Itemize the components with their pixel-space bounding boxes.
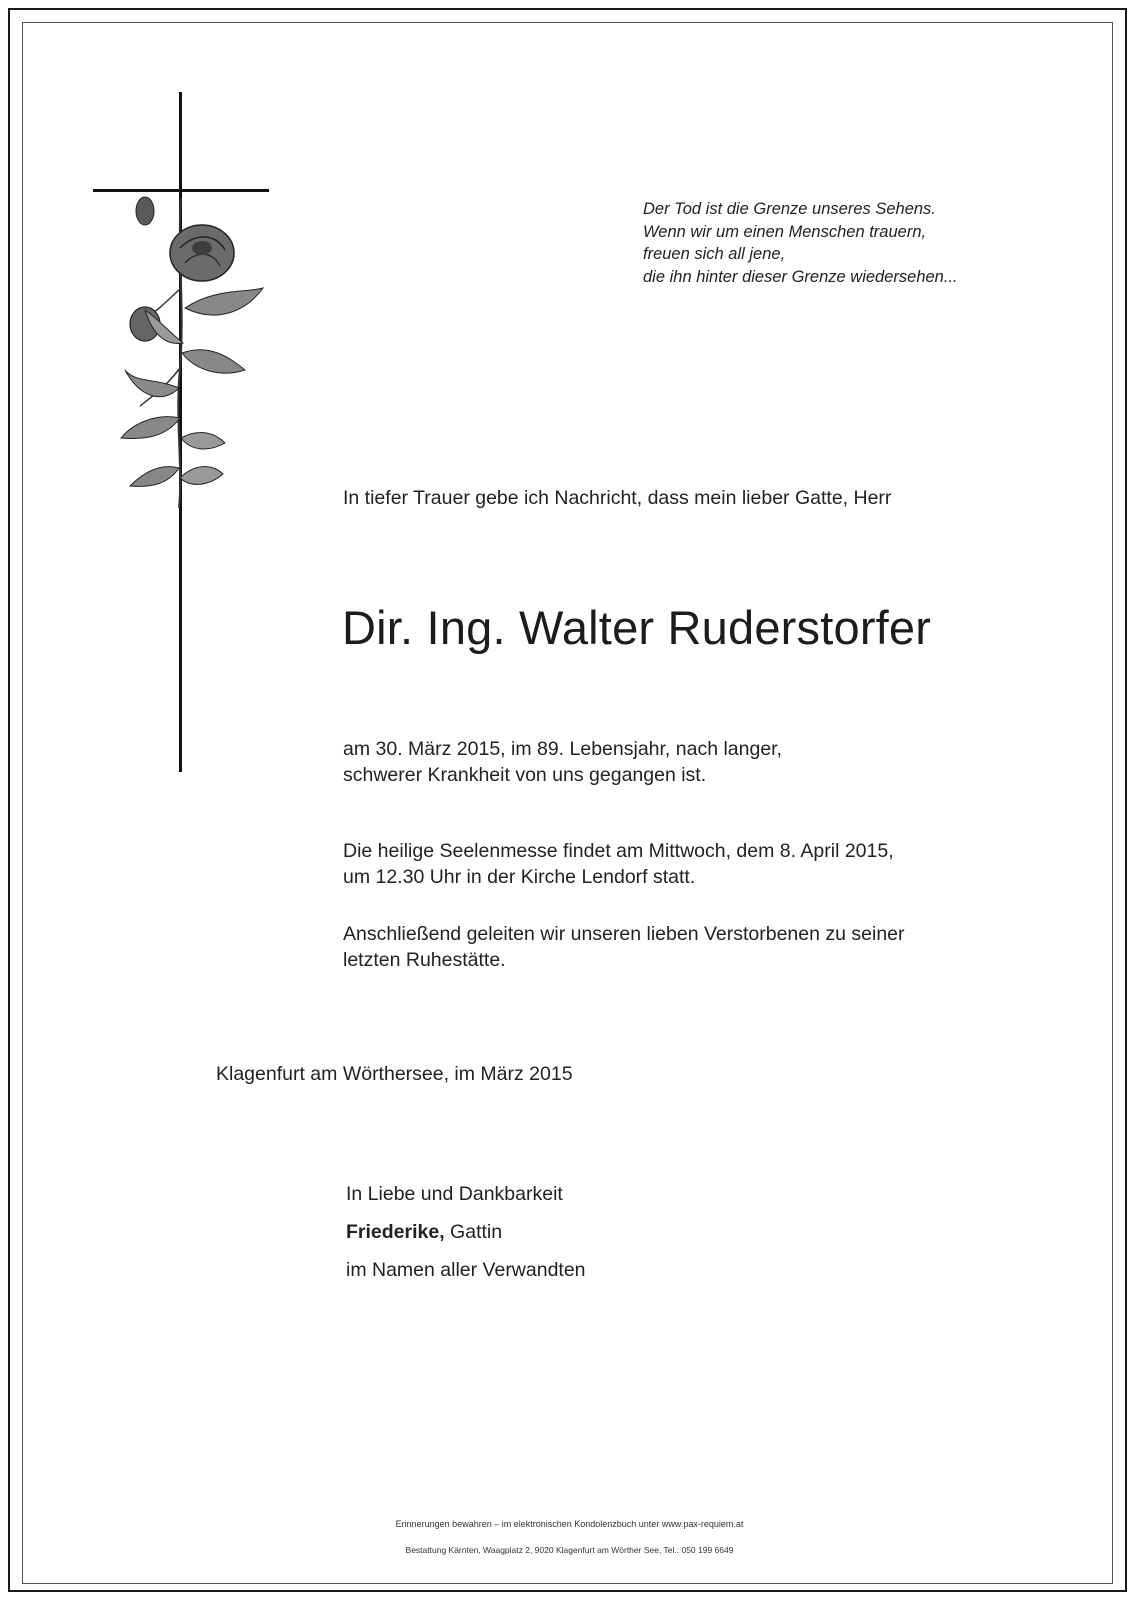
announcement-intro: In tiefer Trauer gebe ich Nachricht, dass mein lieber Gatte, Herr: [343, 487, 892, 509]
motto-line: Der Tod ist die Grenze unseres Sehens.: [643, 200, 936, 218]
signature-line: In Liebe und Dankbarkeit: [346, 1183, 563, 1205]
death-line: am 30. März 2015, im 89. Lebensjahr, nach langer,: [343, 738, 783, 760]
mass-notice: [343, 838, 894, 890]
burial-line: Anschließend geleiten wir unseren lieben Verstorbenen zu seiner: [343, 923, 905, 945]
signature-relation: Gattin: [444, 1221, 503, 1243]
death-line: schwerer Krankheit von uns gegangen ist.: [343, 764, 707, 786]
signature-name: Friederike,: [346, 1221, 445, 1243]
place-date: Klagenfurt am Wörthersee, im März 2015: [216, 1063, 573, 1085]
footer-address: Bestattung Kärnten, Waagplatz 2, 9020 Klagenfurt am Wörther See, Tel.: 050 199 6649: [405, 1545, 734, 1555]
deceased-name: Dir. Ing. Walter Ruderstorfer: [342, 601, 932, 654]
burial-line: letzten Ruhestätte.: [343, 949, 506, 971]
mass-line: Die heilige Seelenmesse findet am Mittwoch, dem 8. April 2015,: [343, 840, 894, 862]
motto-line: die ihn hinter dieser Grenze wiedersehen...: [643, 267, 958, 286]
death-notice: [343, 736, 782, 788]
motto-line: Wenn wir um einen Menschen trauern,: [643, 222, 927, 241]
signature-name-line: [346, 1213, 586, 1251]
cross-with-rose-icon: [85, 88, 285, 778]
burial-notice: [343, 921, 905, 973]
signature-line: im Namen aller Verwandten: [346, 1259, 586, 1281]
footer-condolence: Erinnerungen bewahren – im elektronischen Kondolenzbuch unter www.pax-requiem.at: [395, 1519, 744, 1529]
signature-block: [346, 1175, 586, 1289]
mass-line: um 12.30 Uhr in der Kirche Lendorf statt.: [343, 866, 696, 888]
motto-quote: [643, 198, 958, 288]
motto-line: freuen sich all jene,: [643, 245, 786, 263]
